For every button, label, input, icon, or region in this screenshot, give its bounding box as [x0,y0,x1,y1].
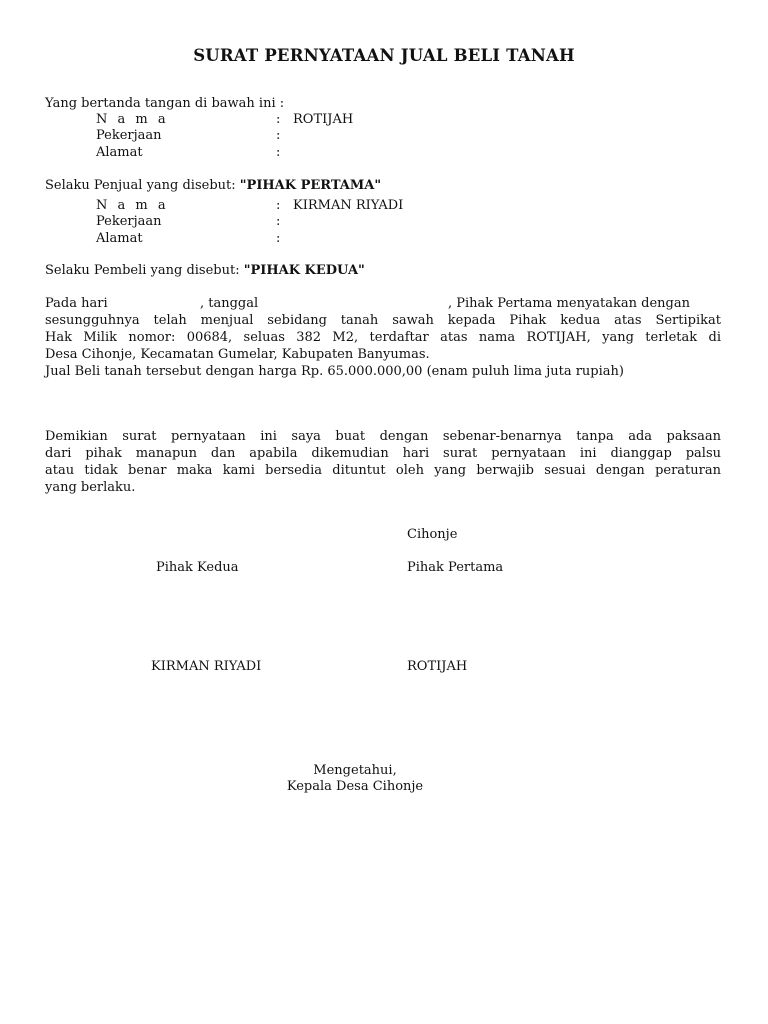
statement-line-4: Desa Cihonje, Kecamatan Gumelar, Kabupaten Banyumas. [45,347,430,362]
closing-line-1: Demikian surat pernyataan ini saya buat dengan sebenar-benarnya tanpa ada paksaan [45,429,721,444]
party2-pekerjaan-colon: : [276,214,281,229]
party1-nama-colon: : [276,112,281,127]
closing-line-2: dari pihak manapun dan apabila dikemudian hari surat pernyataan ini dianggap palsu [45,446,721,461]
party2-role [45,263,365,279]
closing-line-3: atau tidak benar maka kami bersedia dituntut oleh yang berwajib sesuai dengan peraturan [45,463,721,478]
party1-role-prefix: Selaku Penjual yang disebut: [45,178,240,193]
signature-left-role: Pihak Kedua [156,560,239,575]
party2-nama-value: KIRMAN RIYADI [293,198,404,213]
party2-alamat-label: Alamat [96,231,143,246]
party1-nama-value: ROTIJAH [293,112,354,127]
intro-text: Yang bertanda tangan di bawah ini : [45,96,285,111]
signature-right-role: Pihak Pertama [407,560,504,575]
party2-pekerjaan-label: Pekerjaan [96,214,162,229]
document-title: SURAT PERNYATAAN JUAL BELI TANAH [193,46,575,65]
signature-right-name: ROTIJAH [407,659,468,674]
statement-line-3: Hak Milik nomor: 00684, seluas 382 M2, terdaftar atas nama ROTIJAH, yang terletak di [45,330,721,345]
party1-pekerjaan-colon: : [276,128,281,143]
party2-nama-colon: : [276,198,281,213]
party2-nama-label: N a m a [96,198,169,213]
statement-price: Jual Beli tanah tersebut dengan harga Rp. 65.000.000,00 (enam puluh lima juta rupiah) [45,364,624,379]
statement-line-2: sesungguhnya telah menjual sebidang tanah sawah kepada Pihak kedua atas Sertipikat [45,313,721,328]
party1-role-name: "PIHAK PERTAMA" [239,178,382,193]
closing-line-4: yang berlaku. [45,480,136,495]
party1-alamat-label: Alamat [96,145,143,160]
party2-role-prefix: Selaku Pembeli yang disebut: [45,263,244,278]
statement-line1-tail: , Pihak Pertama menyatakan dengan [448,296,690,311]
party1-pekerjaan-label: Pekerjaan [96,128,162,143]
statement-hari-label: Pada hari [45,296,108,311]
statement-tanggal-label: , tanggal [200,296,259,311]
party1-role [45,178,381,194]
signature-left-name: KIRMAN RIYADI [151,659,262,674]
closing-paragraph [45,428,721,496]
party1-nama-label: N a m a [96,112,169,127]
party2-alamat-colon: : [276,231,281,246]
witness-title: Kepala Desa Cihonje [286,779,424,794]
party1-alamat-colon: : [276,145,281,160]
witness-label: Mengetahui, [313,763,397,778]
signature-place: Cihonje [407,527,458,542]
statement-body [45,312,721,380]
party2-role-name: "PIHAK KEDUA" [243,263,365,278]
